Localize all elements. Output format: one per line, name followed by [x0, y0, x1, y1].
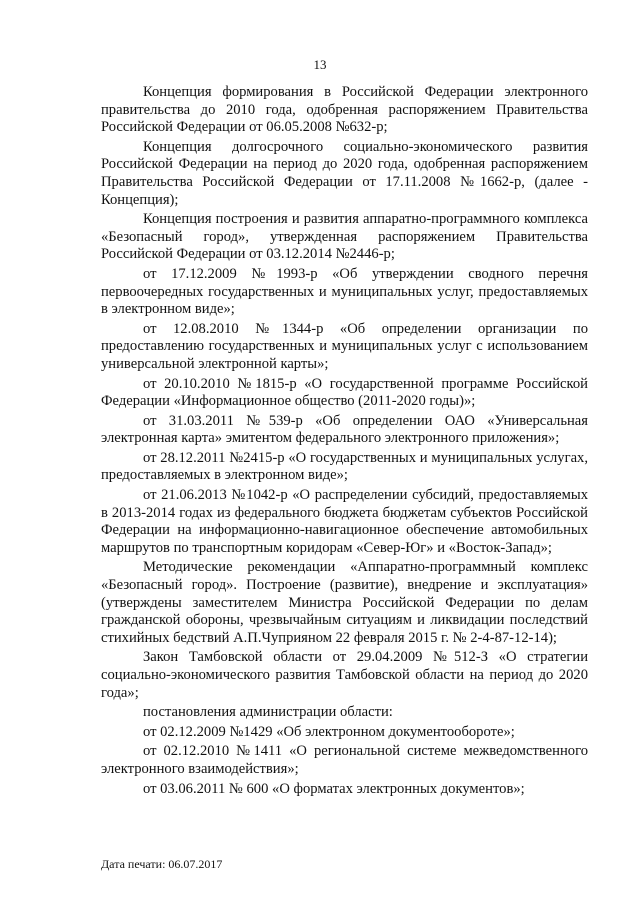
paragraph: от 28.12.2011 №2415-р «О государственных и муниципальных услугах, предоставляемых в электронном виде»; [101, 449, 588, 484]
paragraph: Закон Тамбовской области от 29.04.2009 №512-З «О стратегии социально-экономического развития Тамбовской области на период до 2020 года»; [101, 649, 588, 701]
paragraph: от 17.12.2009 №1993-р «Об утверждении сводного перечня первоочередных государственных и муниципальных услуг, предоставляемых в электронном виде»; [101, 265, 588, 318]
paragraph: Методические рекомендации «Аппаратно-программный комплекс «Безопасный город». Построение (развитие), внедрение и эксплуатация» (утверждены заместителем Министра Российской Федерации по делам гражданской обороны, чрезвычайным ситуациям и ликвидации последствий стихийных бедствий А.П.Чуприяном 22 февраля 2015 г. № 2-4-87-12-14); [101, 559, 588, 646]
paragraph: от 21.06.2013 №1042-р «О распределении субсидий, предоставляемых в 2013-2014 годах из федерального бюджета бюджетам субъектов Российской Федерации на информационно-навигационное обеспечение автомобильных маршрутов по транспортным коридорам «Север-Юг» и «Восток-Запад»; [101, 487, 588, 556]
paragraph: от 12.08.2010 №1344-р «Об определении организации по предоставлению государственных и муниципальных услуг с использованием универсальной электронной карты»; [101, 320, 588, 372]
paragraph: Концепция формирования в Российской Федерации электронного правительства до 2010 года, одобренная распоряжением Правительства Российской Федерации от 06.05.2008 №632-р; [101, 84, 588, 136]
page-number: 13 [313, 57, 327, 72]
paragraph: от 02.12.2009 №1429 «Об электронном документообороте»; [143, 723, 515, 740]
paragraph: Концепция долгосрочного социально-экономического развития Российской Федерации на период до 2020 года, одобренная распоряжением Правительства Российской Федерации от 17.11.2008 №1662-р, (далее - Концепция); [101, 138, 588, 208]
paragraph: от 02.12.2010 №1411 «О региональной системе межведомственного электронного взаимодействия»; [101, 743, 588, 777]
print-date-footer: Дата печати: 06.07.2017 [101, 857, 223, 871]
paragraph: от 31.03.2011 №539-р «Об определении ОАО «Универсальная электронная карта» эмитентом федерального электронного приложения»; [101, 412, 588, 447]
paragraph: от 20.10.2010 №1815-р «О государственной программе Российской Федерации «Информационное общество (2011-2020 годы)»; [101, 375, 588, 410]
paragraph: Концепция построения и развития аппаратно-программного комплекса «Безопасный город», утвержденная распоряжением Правительства Российской Федерации от 03.12.2014 №2446-р; [101, 211, 588, 263]
paragraph: постановления администрации области: [143, 704, 393, 721]
document-body [101, 84, 588, 800]
paragraph: от 03.06.2011 № 600 «О форматах электронных документов»; [143, 780, 525, 797]
